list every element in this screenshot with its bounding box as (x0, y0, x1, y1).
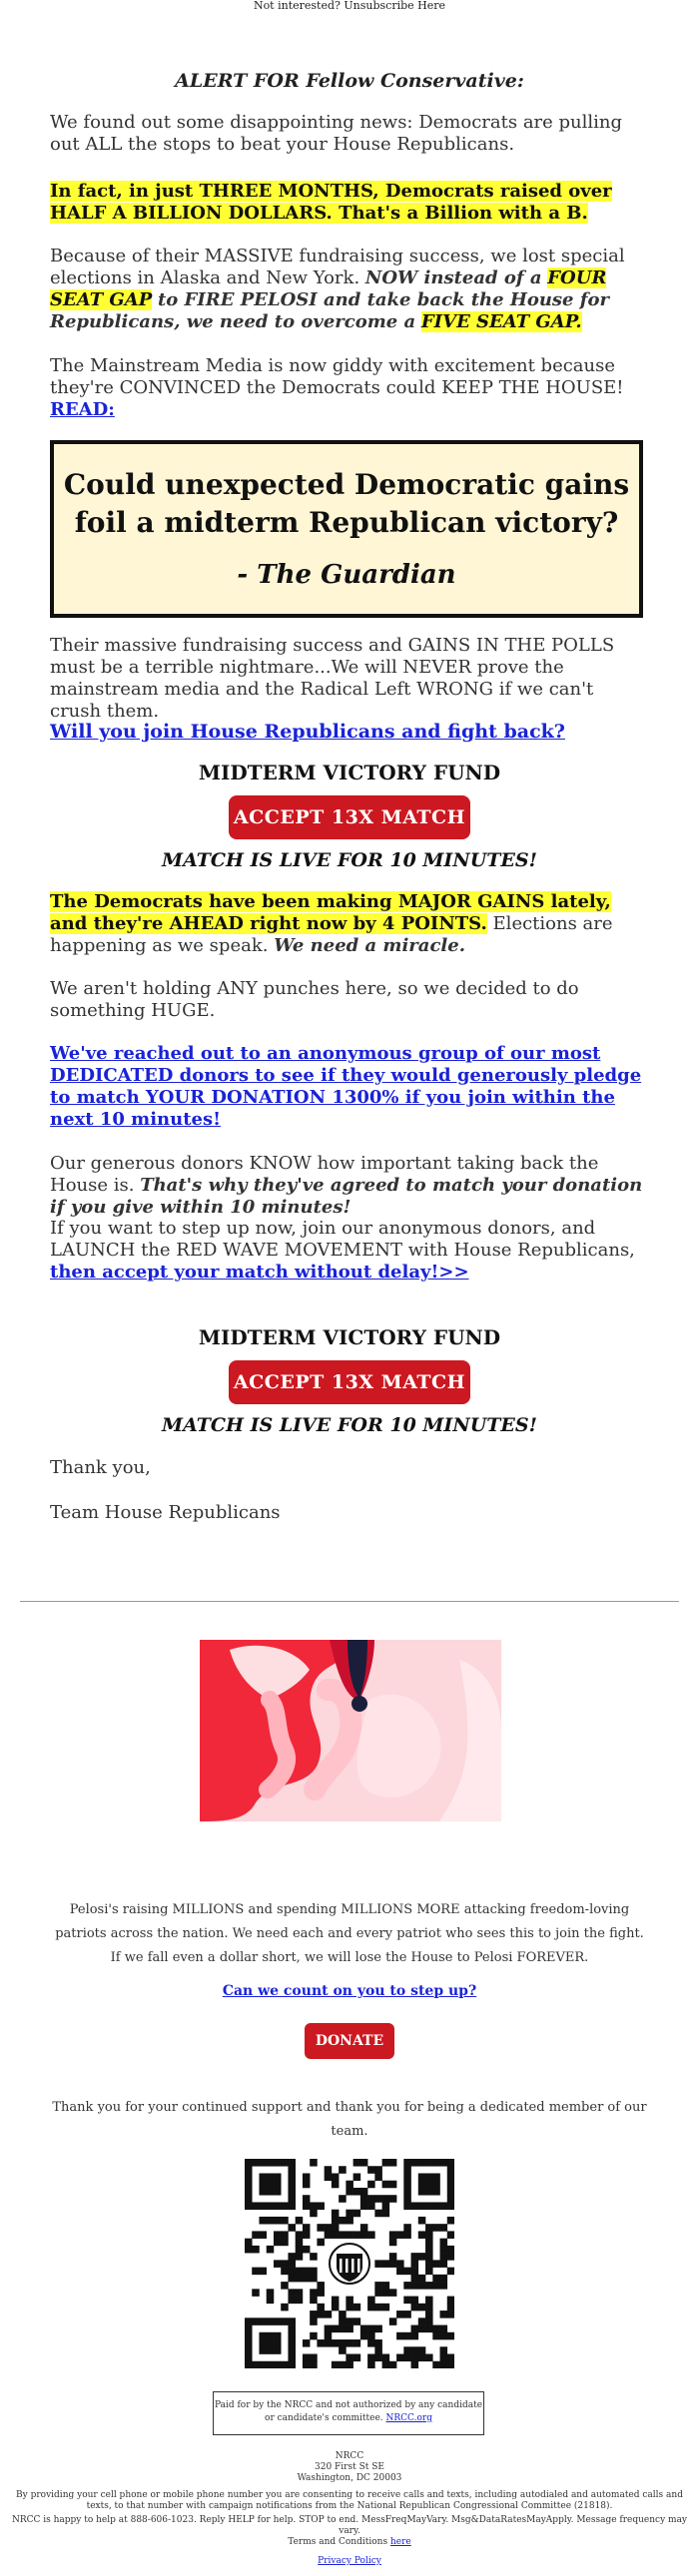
gains-highlight: The Democrats have been making MAJOR GAINS lately, and they're AHEAD right now by 4 POINTS. (50, 891, 611, 934)
gap-paragraph (50, 246, 649, 333)
gap-bold-1: NOW instead of a (364, 267, 542, 288)
gains-text: Elections are happening as we speak. (50, 913, 613, 956)
unsubscribe-link[interactable]: Not interested? Unsubscribe Here (253, 0, 446, 12)
donate-button[interactable]: DONATE (305, 2023, 394, 2059)
match-live-text: MATCH IS LIVE FOR 10 MINUTES! (162, 849, 537, 871)
five-seat-gap: FIVE SEAT GAP. (420, 311, 582, 332)
org-name: NRCC (335, 2451, 364, 2461)
paid-for-box (213, 2391, 484, 2435)
donors-text: Our generous donors KNOW how important taking back the House is. (50, 1153, 599, 1196)
address-line-2: Washington, DC 20003 (297, 2473, 402, 2483)
footer-paragraph: Pelosi's raising MILLIONS and spending MILLIONS MORE attacking freedom-loving patriots across the nation. We need each and every patriot who sees this to join the fight. If we fall even a dollar short, we will lose the House to Pelosi FOREVER. (55, 1902, 644, 1965)
divider (20, 1601, 679, 1602)
four-seat-gap: FOUR SEAT GAP (50, 267, 607, 310)
join-link[interactable]: Will you join House Republicans and fight back? (50, 721, 565, 743)
intro-paragraph: We found out some disappointing news: Democrats are pulling out ALL the stops to beat your House Republicans. (50, 112, 623, 155)
quote-text: Could unexpected Democratic gains foil a midterm Republican victory? (63, 468, 630, 539)
signature: Team House Republicans (50, 1502, 281, 1523)
address-line-1: 320 First St SE (315, 2462, 384, 2472)
fund-title-2: MIDTERM VICTORY FUND (198, 1325, 501, 1349)
legal-consent: By providing your cell phone or mobile phone number you are consenting to receive calls and texts, including autodialed and automated calls and texts, to that number with campaign notifications from the National Republican Congressional Committee (21818). (16, 2490, 683, 2511)
red-wave-icon (200, 1640, 501, 1821)
footer-thanks: Thank you for your continued support and thank you for being a dedicated member of our team. (52, 2100, 647, 2139)
media-text: The Mainstream Media is now giddy with excitement because they're CONVINCED the Democrats could KEEP THE HOUSE! (50, 355, 624, 398)
red-wave-illustration (200, 1640, 501, 1821)
alert-title: ALERT FOR Fellow Conservative: (175, 70, 524, 92)
terms-text: Terms and Conditions (288, 2537, 388, 2547)
thank-you: Thank you, (50, 1457, 151, 1478)
privacy-policy-link[interactable]: Privacy Policy (318, 2556, 381, 2566)
match-live-text-2: MATCH IS LIVE FOR 10 MINUTES! (162, 1414, 537, 1436)
quote-box[interactable] (50, 440, 643, 618)
gap-bold-2: to FIRE PELOSI and take back the House for Republicans, we need to overcome a (50, 289, 609, 332)
miracle-text: We need a miracle. (274, 935, 465, 956)
qr-code[interactable] (245, 2159, 454, 2368)
accept-match-button-2[interactable]: ACCEPT 13X MATCH (229, 1360, 470, 1404)
highlight-paragraph (50, 181, 649, 225)
donors-link[interactable]: We've reached out to an anonymous group of our most DEDICATED donors to see if they would generously pledge to match YOUR DONATION 1300% if you join within the next 10 minutes! (50, 1043, 642, 1130)
media-paragraph (50, 355, 649, 421)
legal-help (6, 2515, 693, 2548)
qr-code-icon (245, 2159, 454, 2368)
step-up-text: If you want to step up now, join our anonymous donors, and LAUNCH the RED WAVE MOVEMENT with House Republicans, (50, 1218, 635, 1261)
nrcc-link[interactable]: NRCC.org (385, 2413, 432, 2423)
read-link[interactable]: READ: (50, 399, 115, 420)
nightmare-paragraph: Their massive fundraising success and GAINS IN THE POLLS must be a terrible nightmare...We will NEVER prove the mainstream media and the Radical Left WRONG if we can't crush them. (50, 635, 615, 722)
count-on-you-link[interactable]: Can we count on you to step up? (222, 1983, 477, 1999)
gains-paragraph (50, 891, 649, 957)
accept-match-link[interactable]: then accept your match without delay!>> (50, 1262, 469, 1283)
accept-match-button[interactable]: ACCEPT 13X MATCH (229, 795, 470, 839)
highlight-text: In fact, in just THREE MONTHS, Democrats raised over HALF A BILLION DOLLARS. That's a Billion with a B. (50, 181, 612, 224)
paid-for-text: Paid for by the NRCC and not authorized by any candidate or candidate's committee. (214, 2400, 483, 2423)
donors-paragraph (50, 1153, 649, 1219)
fund-title: MIDTERM VICTORY FUND (198, 761, 501, 784)
punches-paragraph: We aren't holding ANY punches here, so we decided to do something HUGE. (50, 978, 579, 1021)
donors-bold: That's why they've agreed to match your donation if you give within 10 minutes! (50, 1175, 643, 1218)
step-up-paragraph (50, 1218, 649, 1284)
legal-help-text: NRCC is happy to help at 888-606-1023. Reply HELP for help. STOP to end. MessFreqMayVary. Msg&DataRatesMayApply. Message frequency may vary. (11, 2515, 688, 2536)
quote-source: - The Guardian (237, 560, 456, 590)
terms-link[interactable]: here (389, 2537, 411, 2547)
gap-text: Because of their MASSIVE fundraising success, we lost special elections in Alaska and New York. (50, 246, 625, 288)
